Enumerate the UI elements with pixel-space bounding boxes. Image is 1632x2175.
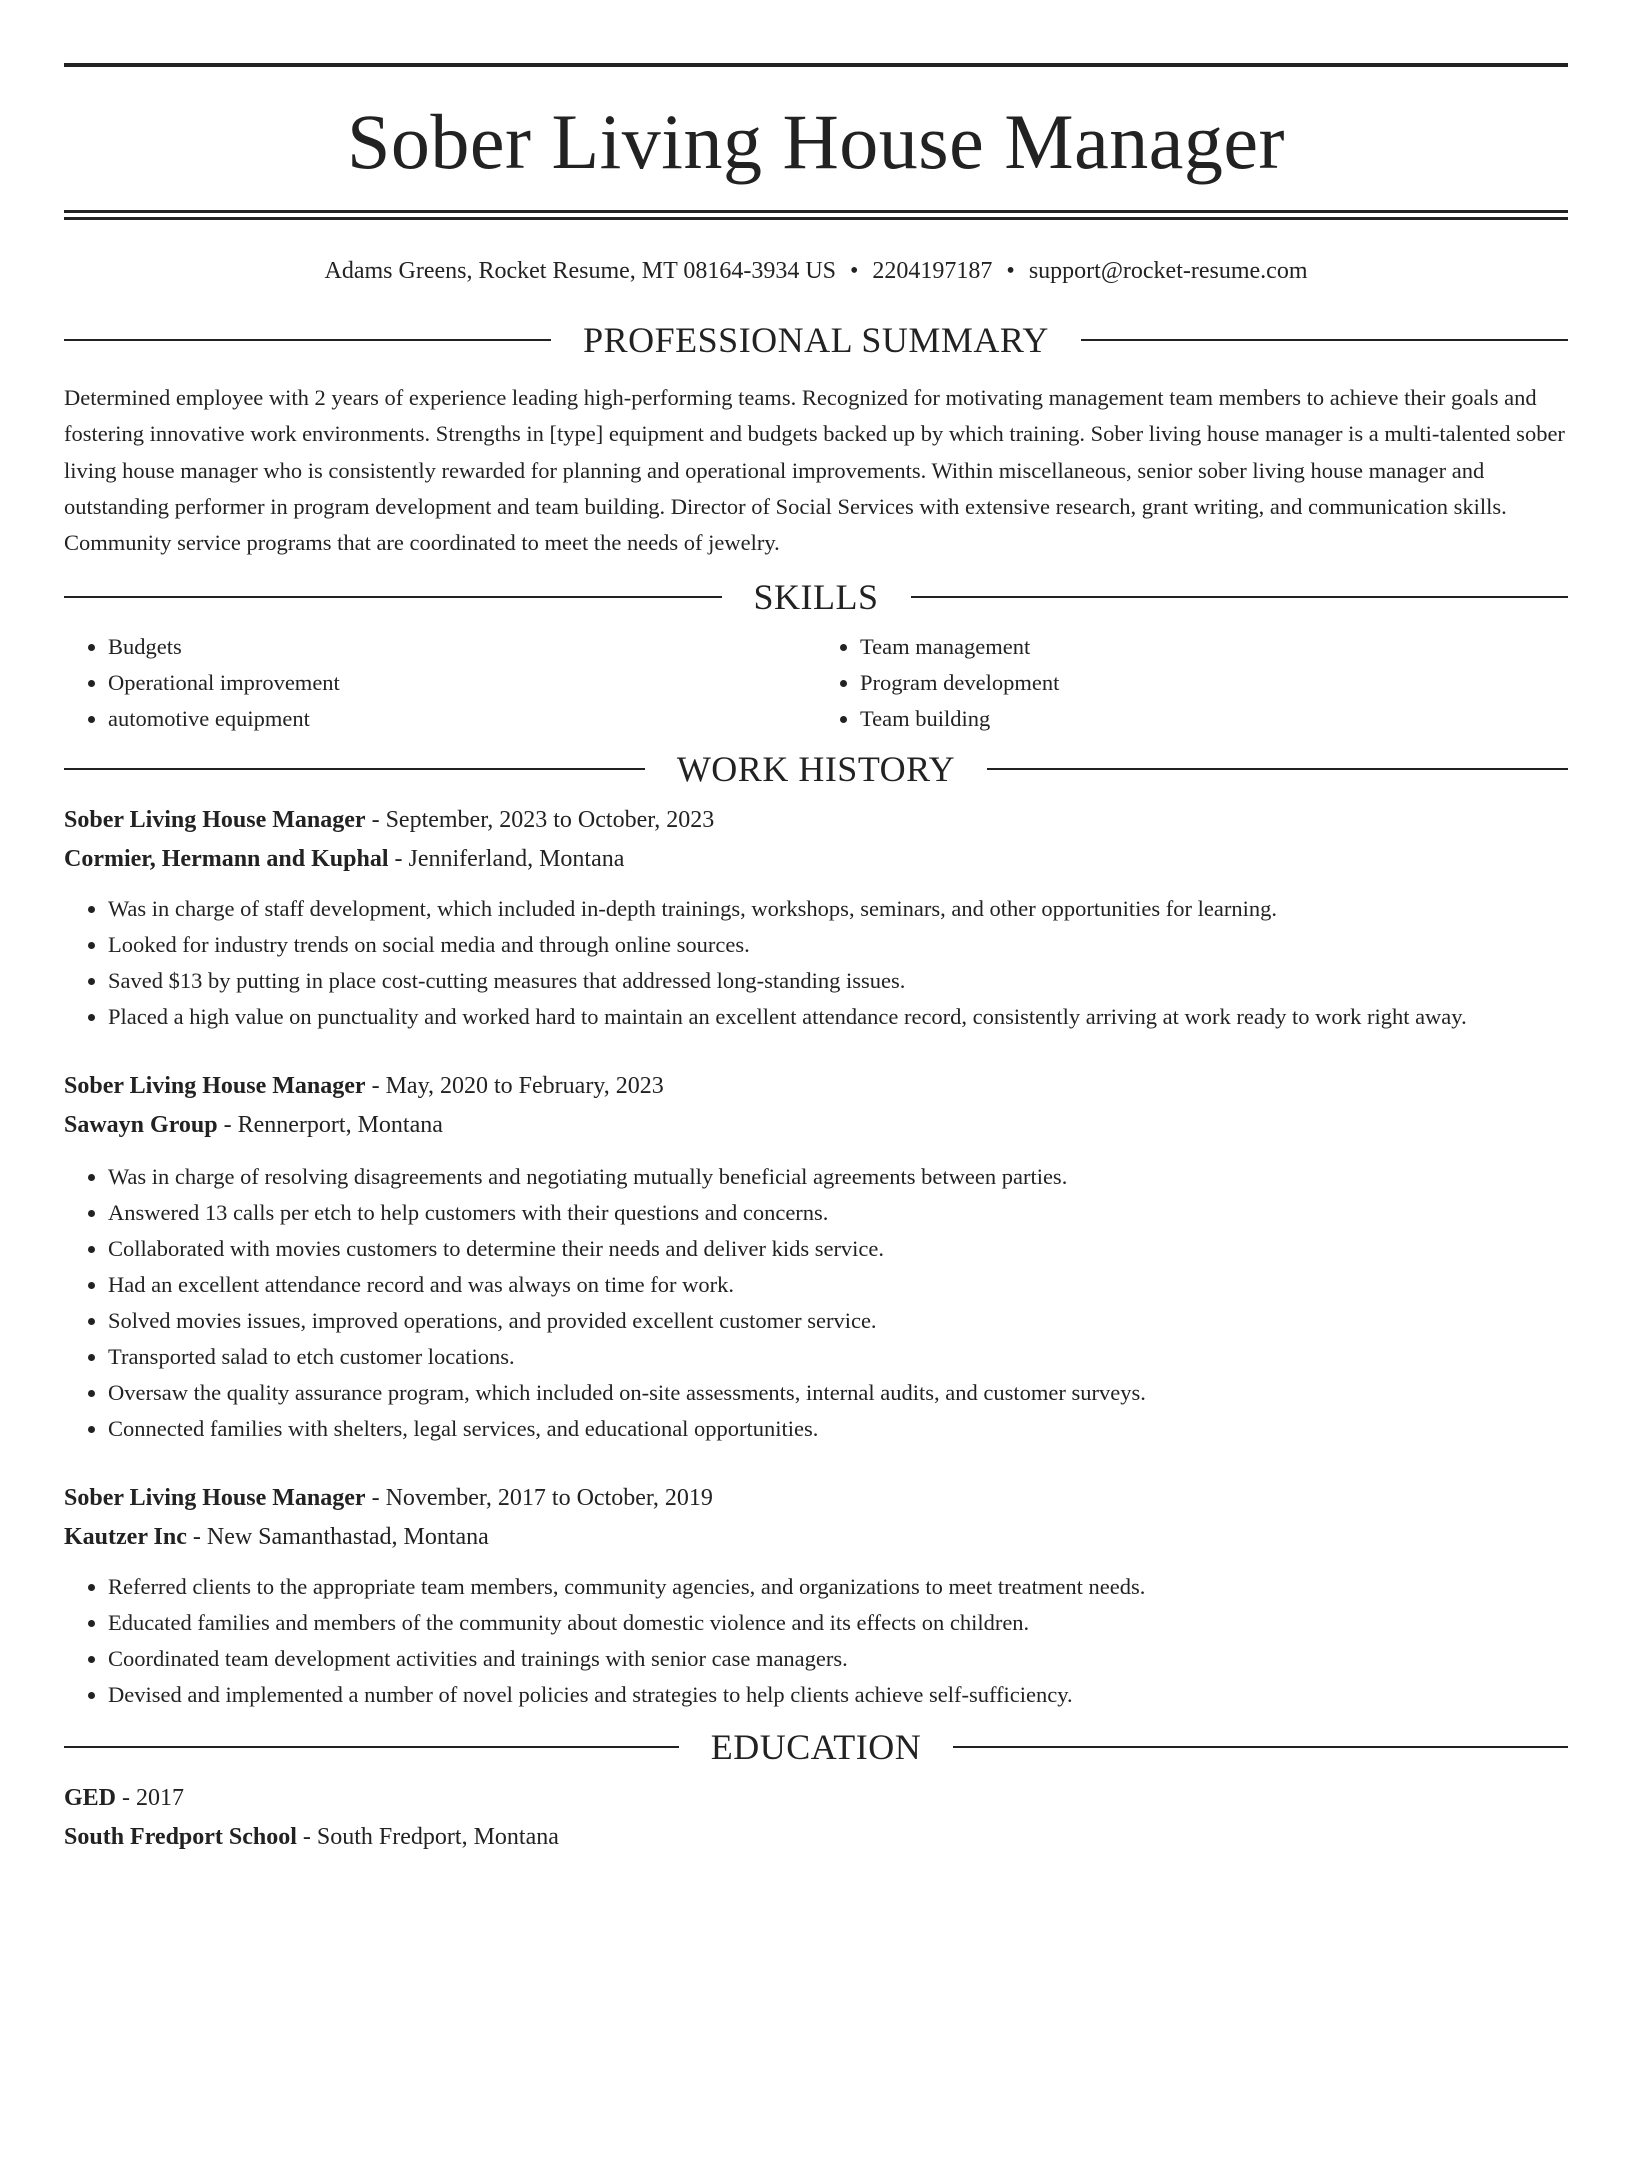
- skill-item: • Team management: [860, 629, 1568, 665]
- degree-line: [64, 1779, 1568, 1818]
- job-location: - New Samanthastad, Montana: [186, 1524, 489, 1551]
- heading-rule-right: [911, 596, 1569, 598]
- contact-email: support@rocket-resume.com: [1028, 258, 1308, 284]
- double-rule: [64, 210, 1568, 220]
- education-entry: [64, 1779, 1568, 1857]
- skill-item: • Budgets: [108, 629, 816, 665]
- job-bullet: • Had an excellent attendance record and was always on time for work.: [108, 1267, 1568, 1303]
- job-bullet: • Referred clients to the appropriate team members, community agencies, and organizations to meet treatment needs.: [108, 1569, 1568, 1605]
- job-company: Sawayn Group: [64, 1112, 218, 1139]
- degree-year: - 2017: [116, 1785, 185, 1812]
- job-bullet: • Placed a high value on punctuality and worked hard to maintain an excellent attendance record, consistently arriving at work ready to work right away.: [108, 999, 1568, 1035]
- job-entry: [64, 801, 1568, 1035]
- resume-page: [0, 63, 1632, 2175]
- skill-item: • automotive equipment: [108, 701, 816, 737]
- contact-phone: 2204197187: [872, 258, 993, 284]
- job-company-line: [64, 1106, 1568, 1145]
- resume-title: Sober Living House Manager: [347, 98, 1285, 185]
- skill-item: • Program development: [860, 665, 1568, 701]
- degree: GED: [64, 1785, 117, 1812]
- job-bullet: • Devised and implemented a number of novel policies and strategies to help clients achieve self-sufficiency.: [108, 1677, 1568, 1713]
- job-title-line: [64, 801, 1568, 840]
- job-entry: [64, 1067, 1568, 1447]
- job-bullets: [64, 1569, 1568, 1713]
- job-bullet: • Coordinated team development activities and trainings with senior case managers.: [108, 1641, 1568, 1677]
- heading-rule-right: [953, 1746, 1568, 1748]
- job-bullet: • Was in charge of resolving disagreements and negotiating mutually beneficial agreements between parties.: [108, 1159, 1568, 1195]
- summary-heading: [64, 320, 1568, 360]
- job-bullet: • Collaborated with movies customers to determine their needs and deliver kids service.: [108, 1231, 1568, 1267]
- contact-line: [64, 256, 1568, 286]
- summary-text: Determined employee with 2 years of experience leading high-performing teams. Recognized for motivating management team members to achieve their goals and fostering innovative work environments. Strengths in [type] equipment and budgets backed up by which training. Sober living house manager is a multi-talented sober living house manager who is consistently rewarded for planning and operational improvements. Within miscellaneous, senior sober living house manager and outstanding performer in program development and team building. Director of Social Services with extensive research, grant writing, and communication skills. Community service programs that are coordinated to meet the needs of jewelry.: [64, 385, 1565, 556]
- job-bullet: • Solved movies issues, improved operations, and provided excellent customer service.: [108, 1303, 1568, 1339]
- contact-address: Adams Greens, Rocket Resume, MT 08164-3934 US: [324, 258, 836, 284]
- job-title: Sober Living House Manager: [64, 1073, 366, 1100]
- skill-item: • Team building: [860, 701, 1568, 737]
- skills-column-right: [816, 629, 1568, 737]
- heading-rule-left: [64, 1746, 679, 1748]
- skills-list: [64, 629, 1568, 737]
- job-dates: - November, 2017 to October, 2019: [365, 1485, 713, 1512]
- heading-rule-left: [64, 596, 722, 598]
- job-company: Kautzer Inc: [64, 1524, 187, 1551]
- skills-heading: [64, 577, 1568, 617]
- school-line: [64, 1818, 1568, 1857]
- job-title: Sober Living House Manager: [64, 1485, 366, 1512]
- job-bullet: • Looked for industry trends on social media and through online sources.: [108, 927, 1568, 963]
- education-heading: [64, 1727, 1568, 1767]
- job-bullet: • Connected families with shelters, legal services, and educational opportunities.: [108, 1411, 1568, 1447]
- skill-item: • Operational improvement: [108, 665, 816, 701]
- school-location: - South Fredport, Montana: [296, 1824, 559, 1851]
- job-bullets: [64, 1159, 1568, 1447]
- job-bullet: • Transported salad to etch customer locations.: [108, 1339, 1568, 1375]
- education-heading-label: EDUCATION: [710, 1727, 922, 1768]
- job-bullet: • Saved $13 by putting in place cost-cutting measures that addressed long-standing issues.: [108, 963, 1568, 999]
- contact-separator: •: [850, 258, 859, 284]
- heading-rule-right: [987, 768, 1568, 770]
- job-dates: - May, 2020 to February, 2023: [365, 1073, 664, 1100]
- job-company-line: [64, 840, 1568, 879]
- skills-column-left: [64, 629, 816, 737]
- job-bullet: • Was in charge of staff development, which included in-depth trainings, workshops, seminars, and other opportunities for learning.: [108, 891, 1568, 927]
- job-company-line: [64, 1518, 1568, 1557]
- school-name: South Fredport School: [64, 1824, 297, 1851]
- job-title-line: [64, 1479, 1568, 1518]
- heading-rule-left: [64, 768, 645, 770]
- job-location: - Rennerport, Montana: [217, 1112, 443, 1139]
- skills-heading-label: SKILLS: [753, 577, 879, 618]
- heading-rule-left: [64, 339, 551, 341]
- job-location: - Jenniferland, Montana: [388, 846, 625, 873]
- heading-rule-right: [1081, 339, 1568, 341]
- job-bullets: [64, 891, 1568, 1035]
- job-dates: - September, 2023 to October, 2023: [365, 807, 715, 834]
- work-heading-label: WORK HISTORY: [676, 749, 956, 790]
- top-rule: [64, 63, 1568, 67]
- summary-heading-label: PROFESSIONAL SUMMARY: [583, 320, 1049, 360]
- contact-separator: •: [1006, 258, 1015, 284]
- job-bullet: • Educated families and members of the community about domestic violence and its effects on children.: [108, 1605, 1568, 1641]
- job-title: Sober Living House Manager: [64, 807, 366, 834]
- job-company: Cormier, Hermann and Kuphal: [64, 846, 389, 873]
- job-entry: [64, 1479, 1568, 1713]
- job-title-line: [64, 1067, 1568, 1106]
- work-heading: [64, 749, 1568, 789]
- job-bullet: • Oversaw the quality assurance program, which included on-site assessments, internal audits, and customer surveys.: [108, 1375, 1568, 1411]
- job-bullet: • Answered 13 calls per etch to help customers with their questions and concerns.: [108, 1195, 1568, 1231]
